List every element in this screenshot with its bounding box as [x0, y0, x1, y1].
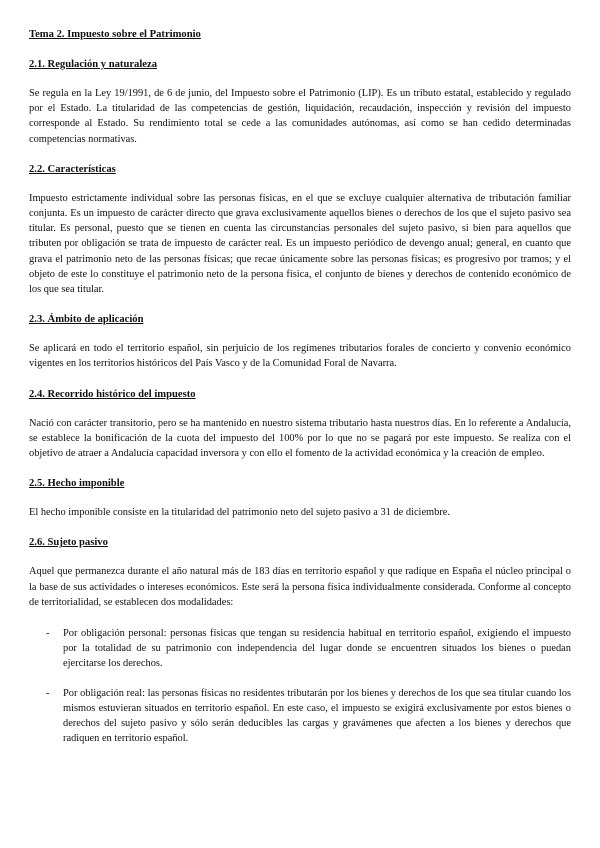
- section-heading: 2.6. Sujeto pasivo: [29, 537, 108, 549]
- paragraph: Impuesto estrictamente individual sobre las personas físicas, en el que se excluye cualquier alternativa de tributación familiar conjunta. Es un impuesto de carácter directo que grava exclusivamente aquellos bienes o derechos de los que el sujeto pasivo sea titular. Es personal, puesto que se tienen en cuenta las circunstancias personales del sujeto pasivo, si bien para aquellos que tributen por obligación se trata de impuesto de carácter real. Es un impuesto periódico de devengo anual; general, en cuanto que grava el patrimonio neto de las personas físicas; que recae únicamente sobre las personas físicas; es progresivo por tramos; y el objeto de este lo constituye el patrimonio neto de la persona física, el conjunto de bienes y derechos de contenido económico de los que sea titular.: [29, 192, 571, 296]
- section-hecho-imponible: [29, 477, 571, 520]
- section-heading: 2.3. Ámbito de aplicación: [29, 314, 144, 326]
- document-title: Tema 2. Impuesto sobre el Patrimonio: [29, 29, 201, 40]
- section-heading: 2.2. Características: [29, 163, 116, 175]
- section-caracteristicas: [29, 163, 571, 297]
- paragraph: El hecho imponible consiste en la titularidad del patrimonio neto del sujeto pasivo a 31 de diciembre.: [29, 507, 450, 519]
- section-heading: 2.5. Hecho imponible: [29, 478, 125, 490]
- list-item: [29, 686, 571, 747]
- section-heading: 2.4. Recorrido histórico del impuesto: [29, 388, 196, 400]
- modalidades-list: [29, 626, 571, 746]
- paragraph: Se aplicará en todo el territorio español, sin perjuicio de los regímenes tributarios forales de concierto y convenio económico vigentes en los territorios históricos del País Vasco y de la Comunidad Foral de Navarra.: [29, 343, 571, 370]
- list-item-text: Por obligación personal: personas físicas que tengan su residencia habitual en territorio español, exigiendo el impuesto por la totalidad de su patrimonio con independencia del lugar donde se encuentren situados los bienes o puedan ejercitarse los derechos.: [63, 628, 571, 670]
- paragraph: Nació con carácter transitorio, pero se ha mantenido en nuestro sistema tributario hasta nuestros días. En lo referente a Andalucía, se establece la bonificación de la cuota del impuesto del 100% por lo que no se pagará por este impuesto. Se realiza con el objetivo de atraer a Andalucía capacidad inversora y con ello el fomento de la actividad económica y la creación de empleo.: [29, 417, 571, 460]
- bullet-dash: -: [46, 628, 50, 640]
- list-item: [29, 626, 571, 672]
- list-item-text: Por obligación real: las personas físicas no residentes tributarán por los bienes y derechos de los que sea titular cuando los mismos estuvieran situados en territorio español. En este caso, el impuesto se exigirá exclusivamente por estos bienes o derechos del sujeto pasivo y sólo serán deducibles las cargas y gravámenes que afecten a los bienes y derechos que radiquen en territorio español.: [63, 687, 571, 745]
- section-sujeto-pasivo: [29, 536, 571, 746]
- paragraph: Aquel que permanezca durante el año natural más de 183 días en territorio español y que radique en España el núcleo principal o la base de sus actividades o intereses económicos. Este será la persona física individualmente considerada. Conforme al concepto de territorialidad, se establecen dos modalidades:: [29, 566, 571, 608]
- section-heading: 2.1. Regulación y naturaleza: [29, 59, 157, 70]
- bullet-dash: -: [46, 687, 50, 699]
- section-recorrido-historico: [29, 388, 571, 462]
- section-ambito: [29, 313, 571, 371]
- paragraph: Se regula en la Ley 19/1991, de 6 de junio, del Impuesto sobre el Patrimonio (LIP). Es un tributo estatal, establecido y regulado por el Estado. La titularidad de las competencias de gestión, liquidación, recaudación, inspección y revisión del impuesto corresponde al Estado. Su rendimiento total se cede a las comunidades autónomas, así como se han cedido determinadas competencias normativas.: [29, 88, 571, 145]
- section-regulacion: [29, 58, 571, 147]
